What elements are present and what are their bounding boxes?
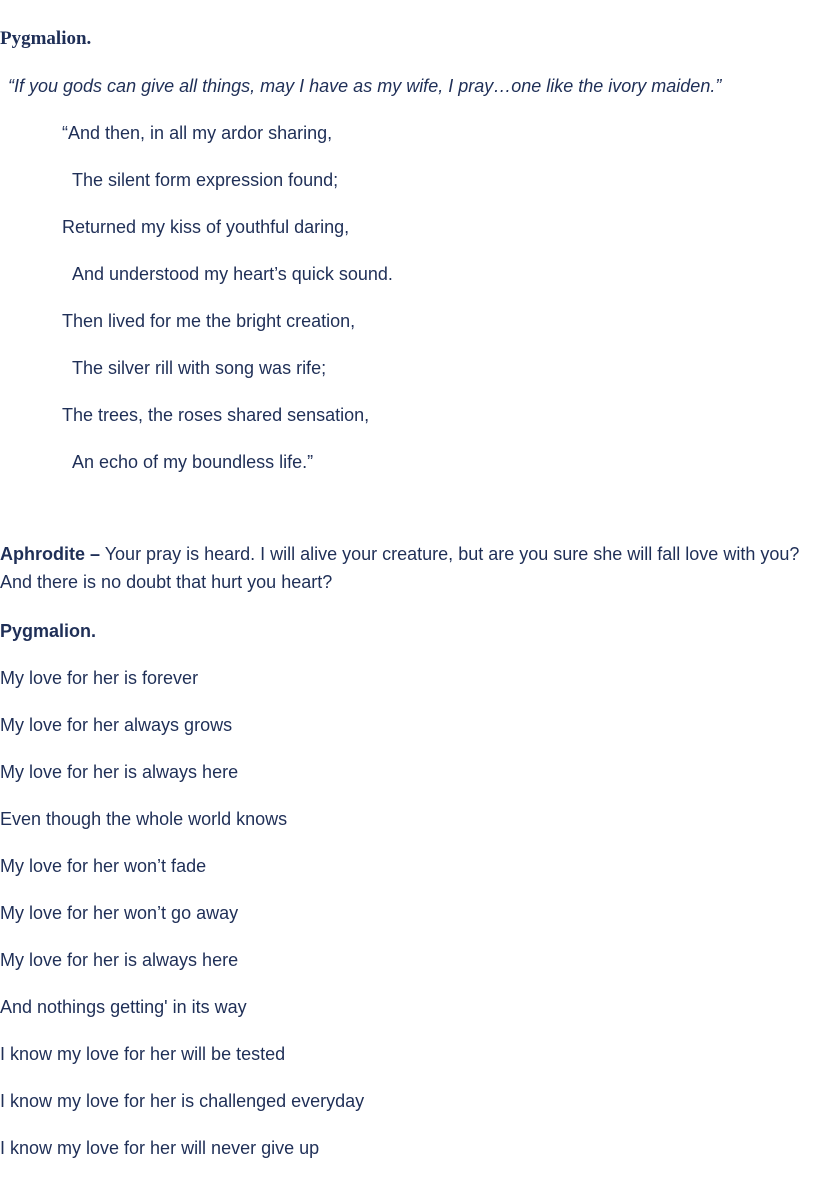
poem-line: My love for her won’t fade bbox=[0, 856, 207, 876]
verse-line: And understood my heart’s quick sound. bbox=[72, 264, 393, 284]
poem-line: I know my love for her will be tested bbox=[0, 1044, 286, 1064]
aphrodite-paragraph bbox=[0, 540, 816, 596]
poem-line: My love for her is always here bbox=[0, 950, 239, 970]
verse-line: The trees, the roses shared sensation, bbox=[62, 405, 370, 425]
verse-line: The silent form expression found; bbox=[72, 170, 339, 190]
poem-line: Even though the whole world knows bbox=[0, 809, 288, 829]
verse-line: The silver rill with song was rife; bbox=[72, 358, 327, 378]
speaker-aphrodite: Aphrodite – bbox=[0, 544, 101, 564]
poem-line: I know my love for her will never give up bbox=[0, 1138, 320, 1158]
verse-line: An echo of my boundless life.” bbox=[72, 452, 314, 472]
poem-line: My love for her always grows bbox=[0, 715, 233, 735]
poem-line: I know my love for her is challenged everyday bbox=[0, 1091, 365, 1111]
poem-line: And nothings getting' in its way bbox=[0, 997, 247, 1017]
poem-line: My love for her is forever bbox=[0, 668, 199, 688]
poem-line: My love for her is always here bbox=[0, 762, 239, 782]
document-heading: Pygmalion. bbox=[0, 28, 92, 49]
verse-line: Returned my kiss of youthful daring, bbox=[62, 217, 350, 237]
verse-line: “And then, in all my ardor sharing, bbox=[62, 123, 333, 143]
speaker-pygmalion: Pygmalion. bbox=[0, 621, 97, 641]
poem-line: My love for her won’t go away bbox=[0, 903, 239, 923]
prayer-quote: “If you gods can give all things, may I have as my wife, I pray…one like the ivory maiden.” bbox=[8, 76, 722, 96]
verse-line: Then lived for me the bright creation, bbox=[62, 311, 356, 331]
aphrodite-text: Your pray is heard. I will alive your creature, but are you sure she will fall love with you? And there is no doubt that hurt you heart? bbox=[0, 544, 800, 592]
